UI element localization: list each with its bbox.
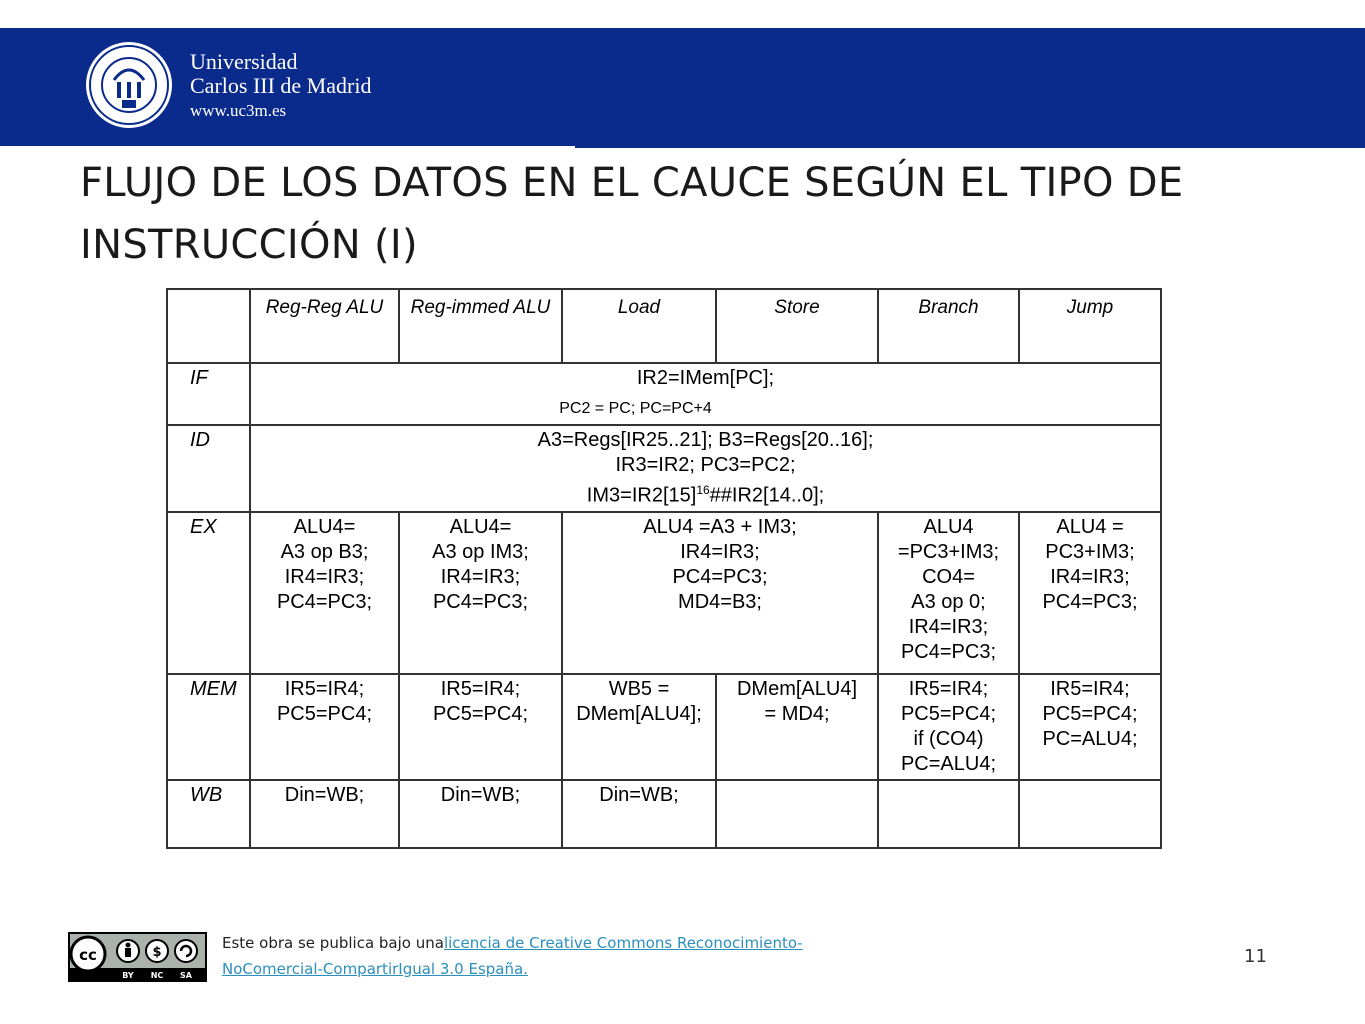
ex-jump-cell (1019, 512, 1161, 674)
university-name (190, 50, 371, 124)
cell-line: ALU4 =A3 + IM3; (643, 515, 797, 538)
wb-branch-cell (878, 780, 1019, 848)
cell-line: CO4= (922, 565, 975, 588)
id-line2: IR3=IR2; PC3=PC2; (615, 454, 796, 476)
cell-line: IR5=IR4; (1050, 677, 1130, 700)
mem-branch-cell (878, 674, 1019, 780)
table-row-id (167, 425, 1161, 512)
cell-line: PC4=PC3; (432, 590, 529, 613)
wb-load-cell: Din=WB; (562, 780, 716, 848)
cell-line: PC=ALU4; (900, 752, 997, 775)
cell-line: IR5=IR4; (908, 677, 989, 700)
stage-label: WB (167, 780, 250, 848)
if-line1: IR2=IMem[PC]; (636, 367, 775, 389)
svg-text:cc: cc (79, 946, 97, 964)
stage-label: MEM (167, 674, 250, 780)
table-row-wb (167, 780, 1161, 848)
cell-line: PC3+IM3; (1045, 540, 1135, 563)
university-line1: Universidad (190, 49, 298, 74)
table-header-row (167, 289, 1161, 363)
wb-jump-cell (1019, 780, 1161, 848)
cell-line: IR5=IR4; (284, 677, 365, 700)
cell-line: MD4=B3; (678, 590, 762, 613)
cell-line: ALU4= (293, 515, 356, 538)
cell-line: IR4=IR3; (680, 540, 760, 563)
cell-line: A3 op B3; (280, 540, 369, 563)
license-prefix: Este obra se publica bajo una (222, 934, 444, 952)
cell-line: PC4=PC3; (276, 590, 373, 613)
id-line3-sup: 16 (696, 483, 710, 497)
cell-line: A3 op 0; (911, 590, 986, 613)
ex-branch-cell (878, 512, 1019, 674)
id-cell (250, 425, 1161, 512)
cell-line: DMem[ALU4] (736, 677, 858, 700)
cell-line: PC4=PC3; (672, 565, 768, 588)
if-cell (250, 363, 1161, 425)
wb-regimm-cell: Din=WB; (399, 780, 562, 848)
mem-regreg-cell (250, 674, 399, 780)
license-notice (222, 930, 922, 982)
table-row-mem (167, 674, 1161, 780)
column-header: Reg-Reg ALU (250, 289, 399, 363)
wb-store-cell (716, 780, 878, 848)
cell-line: ALU4 (923, 515, 974, 538)
cell-line: WB5 = (608, 677, 670, 700)
cell-line: PC5=PC4; (432, 702, 529, 725)
license-link-line1: licencia de Creative Commons Reconocimiento- (443, 934, 803, 952)
column-header: Store (716, 289, 878, 363)
cell-line: PC5=PC4; (276, 702, 373, 725)
table-row-if (167, 363, 1161, 425)
id-line3-a: IM3=IR2[15] (586, 484, 697, 507)
cell-line: PC4=PC3; (900, 640, 997, 663)
cell-line: A3 op IM3; (432, 540, 529, 563)
university-website: www.uc3m.es (190, 101, 287, 120)
ex-regreg-cell (250, 512, 399, 674)
pipeline-dataflow-table (166, 288, 1162, 849)
stage-label: ID (167, 425, 250, 512)
cell-line: IR4=IR3; (440, 565, 521, 588)
university-seal-icon (84, 40, 174, 130)
cell-line: ALU4 = (1056, 515, 1124, 538)
cell-line: if (CO4) (913, 727, 984, 750)
id-line1: A3=Regs[IR25..21]; B3=Regs[20..16]; (537, 429, 874, 451)
cell-line: = MD4; (764, 702, 830, 725)
cell-line: PC5=PC4; (1042, 702, 1138, 725)
id-line3 (255, 478, 1156, 509)
mem-jump-cell (1019, 674, 1161, 780)
column-header: Load (562, 289, 716, 363)
university-line2: Carlos III de Madrid (190, 73, 372, 98)
cell-line: PC4=PC3; (1042, 590, 1138, 613)
license-link-line2: NoComercial-CompartirIgual 3.0 España. (222, 960, 528, 978)
cell-line: IR4=IR3; (908, 615, 989, 638)
creative-commons-badge-icon (68, 932, 207, 982)
cell-line: DMem[ALU4]; (576, 702, 702, 725)
cell-line: IR5=IR4; (440, 677, 521, 700)
cell-line: =PC3+IM3; (897, 540, 1000, 563)
if-line2: PC2 = PC; PC=PC+4 (559, 400, 712, 417)
mem-load-cell (562, 674, 716, 780)
stage-label: EX (167, 512, 250, 674)
column-header: Branch (878, 289, 1019, 363)
ex-regimm-cell (399, 512, 562, 674)
slide-title: FLUJO DE LOS DATOS EN EL CAUCE SEGÚN EL TIPO DE INSTRUCCIÓN (I) (80, 160, 1184, 268)
stage-label: IF (167, 363, 250, 425)
cc-by-label: BY (122, 971, 134, 980)
table-row-ex (167, 512, 1161, 674)
header-empty-cell (167, 289, 250, 363)
page-number: 11 (1244, 946, 1267, 967)
cell-line: PC5=PC4; (900, 702, 997, 725)
id-line3-b: ##IR2[14..0]; (709, 484, 825, 507)
svg-text:$: $ (152, 945, 162, 960)
cell-line: IR4=IR3; (284, 565, 365, 588)
mem-store-cell (716, 674, 878, 780)
ex-loadstore-cell (562, 512, 878, 674)
column-header: Reg-immed ALU (399, 289, 562, 363)
mem-regimm-cell (399, 674, 562, 780)
banner-divider (0, 146, 575, 149)
cell-line: PC=ALU4; (1042, 727, 1138, 750)
cc-nc-label: NC (150, 971, 164, 980)
cc-sa-label: SA (180, 971, 192, 980)
cell-line: IR4=IR3; (1050, 565, 1130, 588)
wb-regreg-cell: Din=WB; (250, 780, 399, 848)
cell-line: ALU4= (449, 515, 512, 538)
column-header: Jump (1019, 289, 1161, 363)
